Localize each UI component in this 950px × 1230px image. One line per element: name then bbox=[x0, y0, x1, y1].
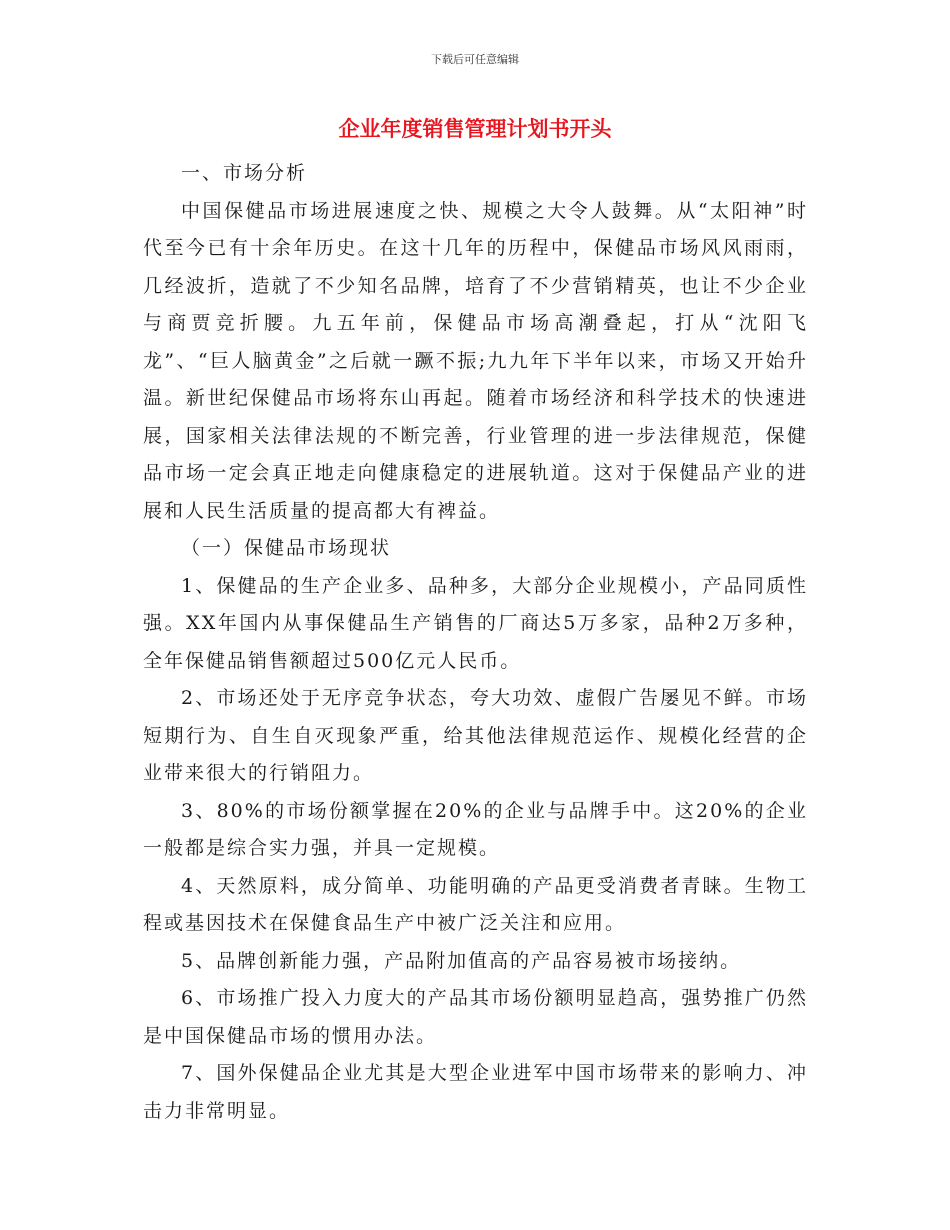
point-paragraph-3: 3、80%的市场份额掌握在20%的企业与品牌手中。这20%的企业一般都是综合实力强，并具一定规模。 bbox=[143, 799, 808, 859]
point-paragraph-2: 2、市场还处于无序竞争状态，夸大功效、虚假广告屡见不鲜。市场短期行为、自生自灭现象严重，给其他法律规范运作、规模化经营的企业带来很大的行销阻力。 bbox=[143, 687, 808, 784]
point-paragraph-4: 4、天然原料，成分简单、功能明确的产品更受消费者青睐。生物工程或基因技术在保健食品生产中被广泛关注和应用。 bbox=[143, 874, 808, 934]
document-body bbox=[143, 155, 808, 1130]
point-paragraph-7: 7、国外保健品企业尤其是大型企业进军中国市场带来的影响力、冲击力非常明显。 bbox=[143, 1062, 808, 1122]
point-paragraph-5: 5、品牌创新能力强，产品附加值高的产品容易被市场接纳。 bbox=[181, 949, 742, 972]
intro-paragraph: 中国保健品市场进展速度之快、规模之大令人鼓舞。从“太阳神”时代至今已有十余年历史。在这十几年的历程中，保健品市场风风雨雨，几经波折，造就了不少知名品牌，培育了不少营销精英，也让不少企业与商贾竞折腰。九五年前，保健品市场高潮叠起，打从“沈阳飞龙”、“巨人脑黄金”之后就一蹶不振;九九年下半年以来，市场又开始升温。新世纪保健品市场将东山再起。随着市场经济和科学技术的快速进展，国家相关法律法规的不断完善，行业管理的进一步法律规范，保健品市场一定会真正地走向健康稳定的进展轨道。这对于保健品产业的进展和人民生活质量的提高都大有裨益。 bbox=[143, 199, 808, 522]
point-paragraph-1: 1、保健品的生产企业多、品种多，大部分企业规模小，产品同质性强。XX年国内从事保健品生产销售的厂商达5万多家，品种2万多种，全年保健品销售额超过500亿元人民币。 bbox=[143, 574, 808, 672]
document-title: 企业年度销售管理计划书开头 bbox=[338, 117, 612, 141]
subsection-heading-market-status: （一）保健品市场现状 bbox=[181, 537, 392, 559]
page-header-note: 下载后可任意编辑 bbox=[431, 53, 519, 66]
section-heading-market-analysis: 一、市场分析 bbox=[181, 162, 308, 184]
point-paragraph-6: 6、市场推广投入力度大的产品其市场份额明显趋高，强势推广仍然是中国保健品市场的惯用办法。 bbox=[143, 987, 808, 1047]
